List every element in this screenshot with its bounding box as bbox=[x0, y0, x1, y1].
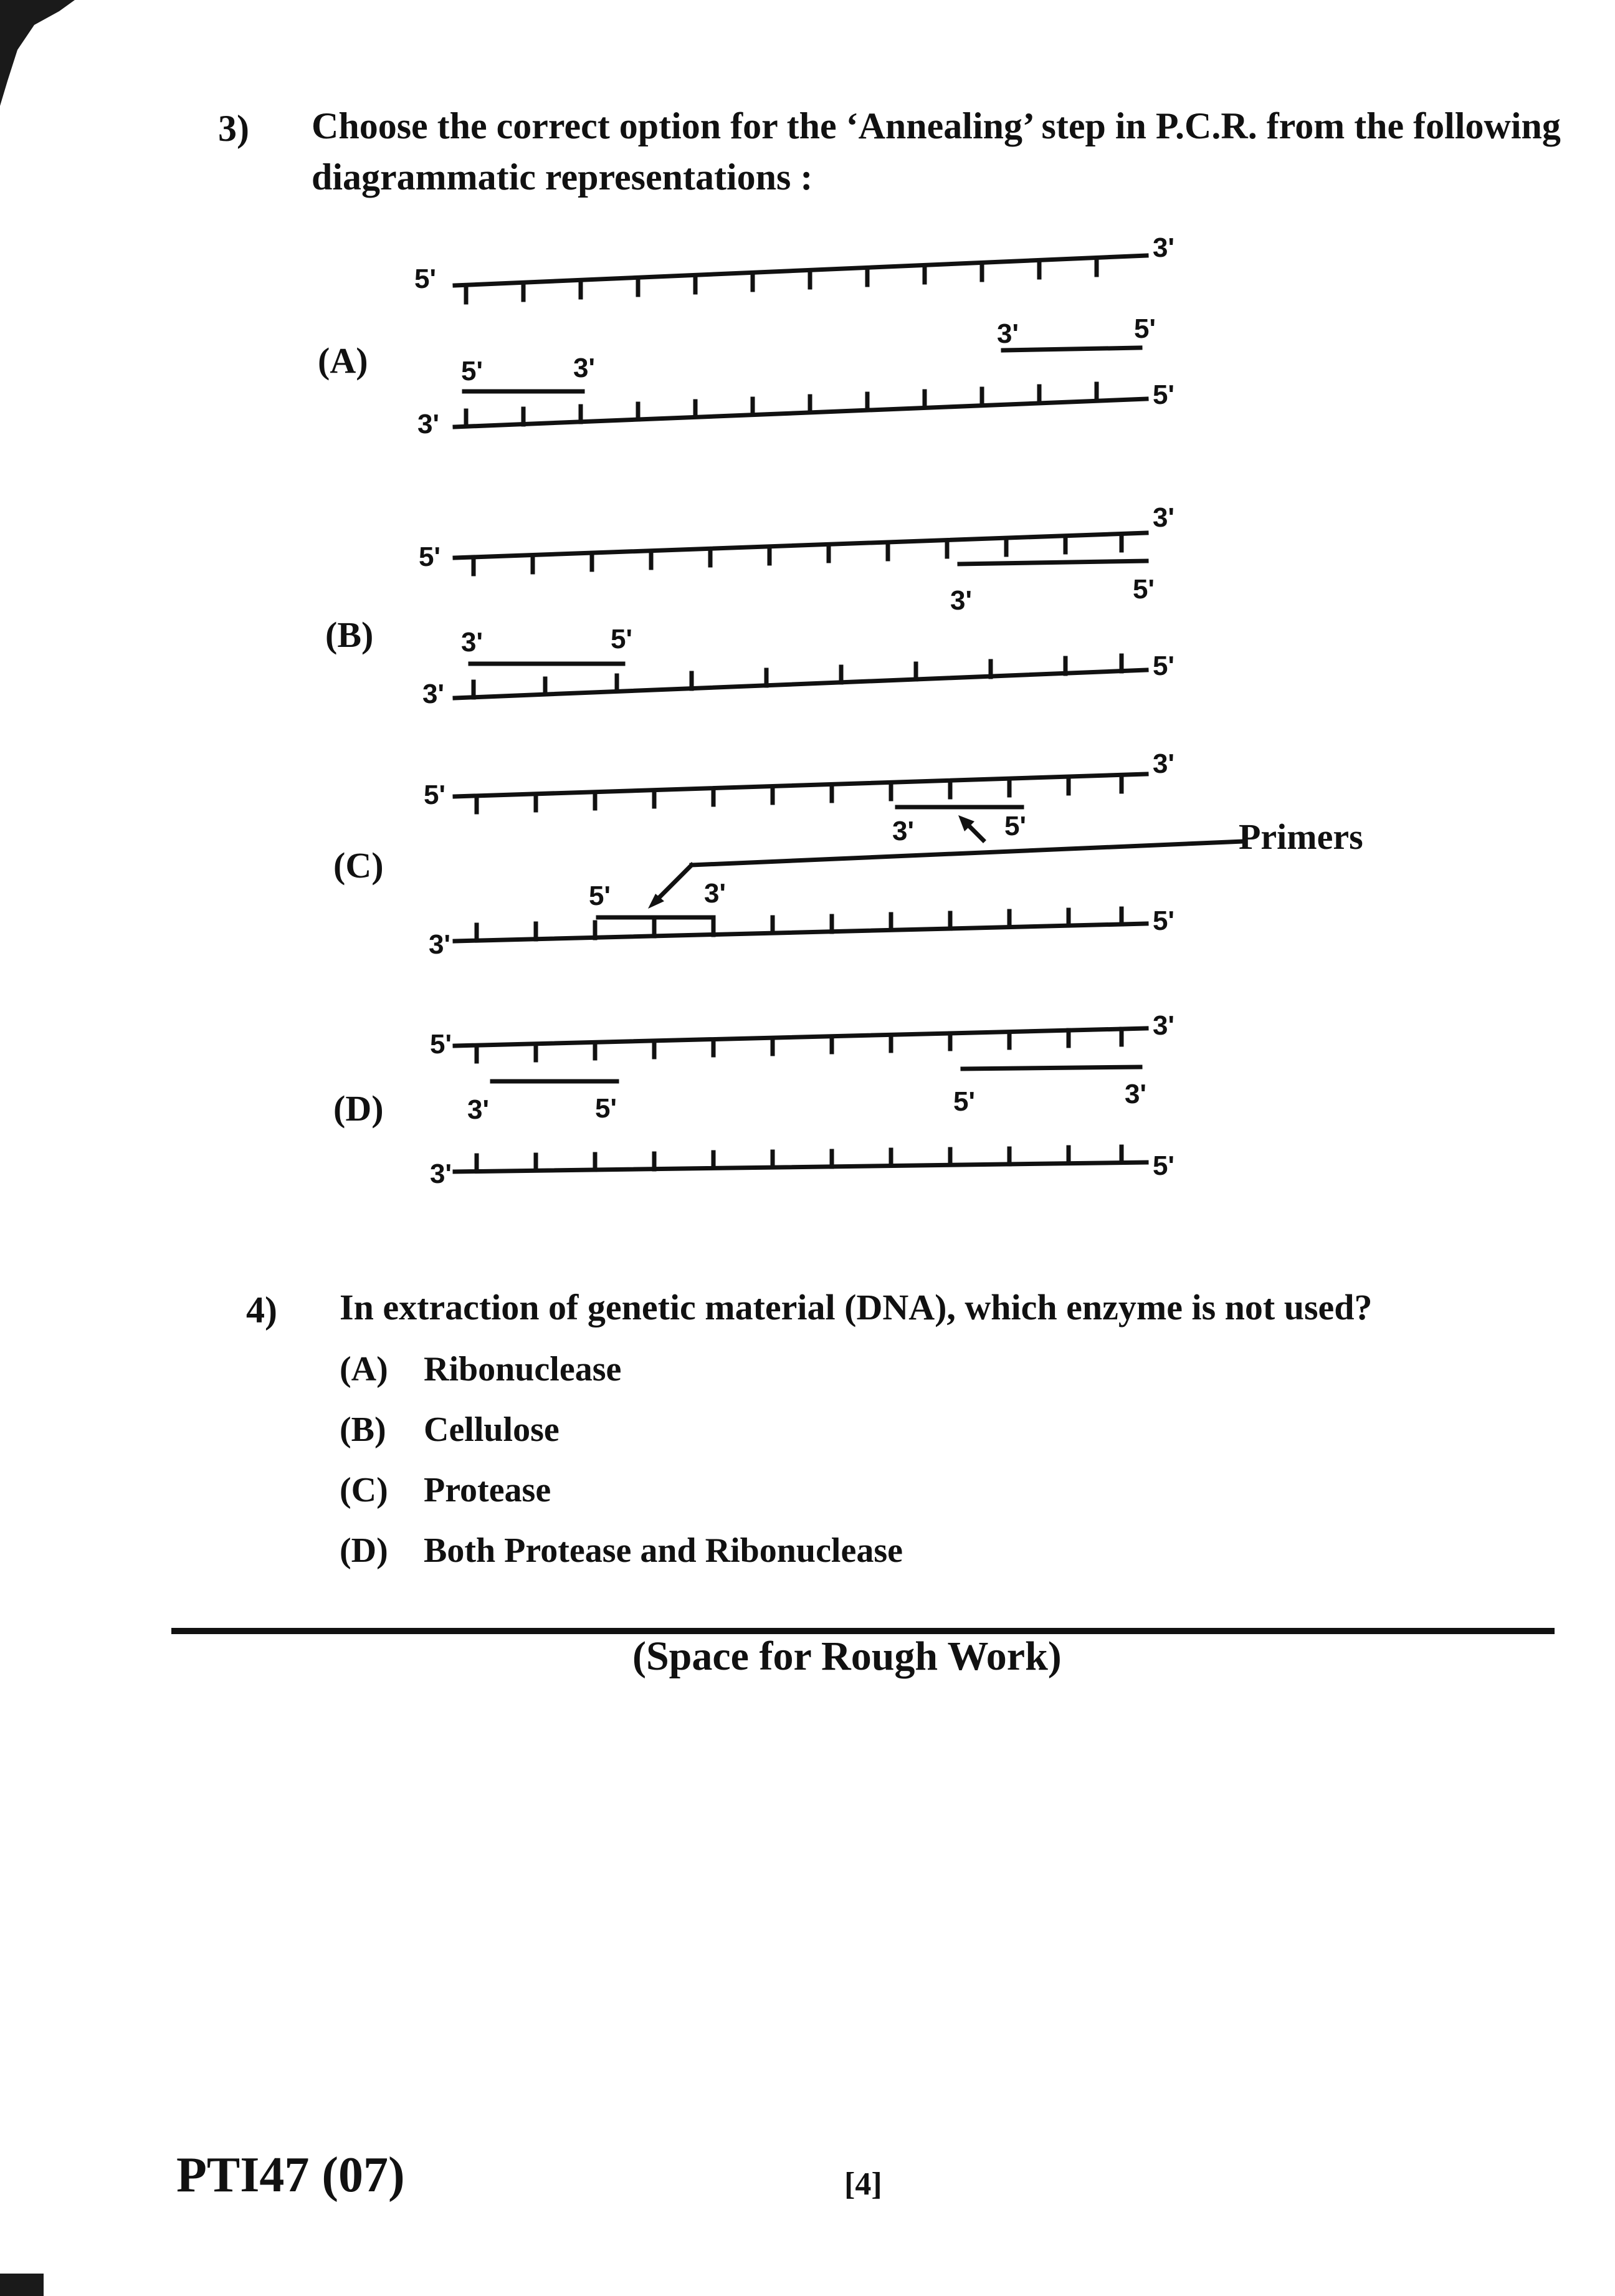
q3-option-d-label: (D) bbox=[333, 1088, 384, 1129]
q3-option-a-label: (A) bbox=[318, 340, 368, 381]
q4-option-a-letter: (A) bbox=[340, 1350, 388, 1389]
diagram-c-primer1-3prime: 3' bbox=[704, 878, 726, 909]
diagram-c-primer2-5prime: 5' bbox=[1004, 811, 1026, 841]
diagram-b-strands bbox=[455, 533, 1146, 698]
diagram-c-strands bbox=[455, 774, 1243, 941]
diagram-d-primer1-5prime: 5' bbox=[595, 1093, 617, 1124]
diagram-c-primer2-3prime: 3' bbox=[892, 816, 914, 846]
q3-option-b-label: (B) bbox=[325, 615, 374, 655]
diagram-d-bottom-left-label: 3' bbox=[430, 1159, 452, 1189]
question-3-number: 3) bbox=[218, 108, 249, 149]
diagram-d-top-left-label: 5' bbox=[430, 1029, 452, 1060]
diagram-c-primers-label: Primers bbox=[1239, 816, 1363, 857]
question-4-text: In extraction of genetic material (DNA), which enzyme is not used? bbox=[340, 1287, 1373, 1327]
question-3-text-line1: Choose the correct option for the ‘Annealing’ step in P.C.R. from the following bbox=[312, 105, 1561, 146]
diagram-a-top-right-label: 3' bbox=[1153, 232, 1174, 263]
q4-option-d-letter: (D) bbox=[340, 1531, 388, 1570]
diagram-d-primer2-5prime: 5' bbox=[953, 1086, 975, 1117]
diagram-d-strands bbox=[455, 1028, 1146, 1172]
diagram-c-top-left-label: 5' bbox=[424, 780, 445, 810]
diagram-d-primer2-3prime: 3' bbox=[1125, 1079, 1146, 1109]
q4-option-b-letter: (B) bbox=[340, 1410, 386, 1449]
diagram-b-primer2-5prime: 5' bbox=[1133, 574, 1155, 605]
diagram-b-primer1-3prime: 3' bbox=[461, 627, 483, 658]
diagram-b-primer1-5prime: 5' bbox=[611, 624, 632, 654]
diagram-b-bottom-left-label: 3' bbox=[422, 679, 444, 709]
diagram-a-bottom-right-label: 5' bbox=[1153, 380, 1174, 410]
diagram-a-bottom-left-label: 3' bbox=[417, 409, 439, 439]
diagram-a-primer1-3prime: 3' bbox=[573, 353, 595, 383]
diagram-a-primer2-5prime: 5' bbox=[1134, 313, 1156, 344]
diagram-a-strands bbox=[455, 256, 1146, 427]
page-number: [4] bbox=[844, 2166, 882, 2202]
rough-work-heading: (Space for Rough Work) bbox=[632, 1634, 1062, 1679]
q4-option-b-text: Cellulose bbox=[424, 1410, 560, 1449]
diagram-d-primer1-3prime: 3' bbox=[467, 1094, 489, 1125]
diagram-a-primer1-5prime: 5' bbox=[461, 356, 483, 386]
diagram-d-top-right-label: 3' bbox=[1153, 1010, 1174, 1041]
diagram-a-primer2-3prime: 3' bbox=[997, 318, 1019, 349]
paper-code: PTI47 (07) bbox=[176, 2148, 405, 2203]
diagram-b-bottom-right-label: 5' bbox=[1153, 651, 1174, 681]
diagram-c-top-right-label: 3' bbox=[1153, 749, 1174, 779]
diagram-c-primer1-5prime: 5' bbox=[589, 881, 611, 911]
question-3-text-line2: diagrammatic representations : bbox=[312, 156, 813, 198]
diagram-b-top-left-label: 5' bbox=[419, 542, 441, 572]
diagram-b-top-right-label: 3' bbox=[1153, 502, 1174, 533]
diagram-c-bottom-left-label: 3' bbox=[429, 929, 450, 960]
q3-option-c-label: (C) bbox=[333, 845, 384, 886]
q4-option-c-letter: (C) bbox=[340, 1471, 388, 1509]
diagram-b-primer2-3prime: 3' bbox=[950, 585, 972, 616]
q4-option-c-text: Protease bbox=[424, 1471, 551, 1509]
q4-option-d-text: Both Protease and Ribonuclease bbox=[424, 1531, 903, 1570]
diagram-d-bottom-right-label: 5' bbox=[1153, 1150, 1174, 1181]
diagram-c-bottom-right-label: 5' bbox=[1153, 906, 1174, 936]
q4-option-a-text: Ribonuclease bbox=[424, 1350, 622, 1389]
question-4-number: 4) bbox=[246, 1289, 277, 1331]
diagram-a-top-left-label: 5' bbox=[414, 264, 436, 294]
